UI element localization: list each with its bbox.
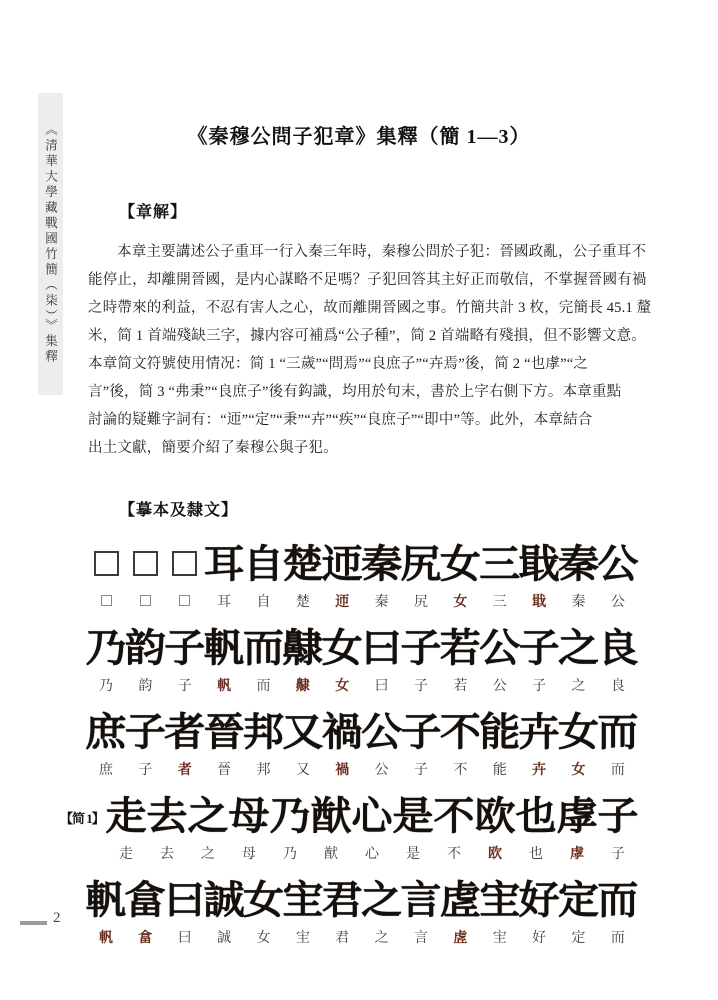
seal-glyph: 子 — [400, 625, 442, 670]
seal-glyph: 能 — [479, 709, 521, 754]
seal-glyph: 之 — [558, 625, 599, 670]
glyph-cell — [187, 792, 229, 863]
missing-glyph-box — [172, 551, 197, 576]
paragraph-line: 本章主要講述公子重耳一行入秦三年時，秦穆公問於子犯：晉國政亂，公子重耳不 — [117, 244, 647, 260]
transcript-char: 韵 — [138, 679, 153, 694]
page-number: 2 — [53, 910, 61, 926]
seal-glyph: 秦 — [361, 541, 403, 586]
transcript-char: 女 — [335, 679, 350, 694]
transcript-char: 軓 — [217, 679, 232, 694]
chapter-summary-paragraph — [88, 238, 652, 462]
transcript-char: 子 — [177, 679, 192, 694]
slip-number-label: 【简 1】 — [60, 811, 104, 826]
transcript-char: 心 — [365, 847, 379, 862]
transcript-char: 而 — [256, 679, 271, 694]
transcript-char: 公 — [610, 595, 625, 610]
glyph-cell — [518, 540, 560, 611]
transcript-char: 乃 — [99, 679, 113, 694]
transcript-char: 畣 — [138, 931, 153, 946]
glyph-cell — [400, 540, 442, 611]
transcript-char: 誠 — [217, 931, 232, 946]
glyph-cell — [597, 876, 639, 947]
glyph-cell — [321, 624, 363, 695]
glyph-cell — [515, 792, 557, 863]
glyph-cell — [243, 876, 284, 947]
seal-glyph: 良 — [597, 625, 639, 670]
transcript-char: 子 — [414, 763, 428, 778]
transcript-char: 戢 — [532, 595, 547, 610]
seal-glyph: 不 — [439, 709, 481, 754]
glyph-cell — [310, 792, 352, 863]
transcript-char: 又 — [295, 763, 310, 778]
seal-glyph: 女 — [321, 625, 363, 670]
glyph-cell — [146, 792, 188, 863]
seal-glyph: 誠 — [203, 877, 245, 922]
glyph-cell — [361, 540, 403, 611]
glyph-cell — [439, 876, 481, 947]
glyph-cell — [479, 876, 521, 947]
glyph-cell — [474, 792, 516, 863]
seal-glyph: 曰 — [164, 877, 206, 922]
glyph-cell — [282, 540, 324, 611]
page-title: 《秦穆公問子犯章》集釋（簡 1—3） — [187, 126, 531, 148]
glyph-cell — [597, 708, 639, 779]
glyph-cell — [479, 708, 521, 779]
glyph-cell — [164, 624, 206, 695]
transcript-char: 迊 — [335, 595, 350, 610]
seal-glyph: 定 — [558, 877, 599, 922]
glyph-cell — [88, 540, 124, 611]
transcript-char: 秦 — [374, 595, 389, 610]
seal-glyph: 母 — [228, 793, 270, 838]
glyph-cell — [597, 792, 639, 863]
paragraph-line: 言”後，简 3 “弗秉”“良庶子”後有鈎識，均用於句末，書於上字右側下方。本章重點 — [88, 384, 622, 400]
book-title-sidebar — [38, 93, 63, 395]
seal-glyph: 子 — [400, 709, 442, 754]
seal-glyph: 心 — [351, 793, 393, 838]
seal-glyph: 子 — [597, 793, 639, 838]
seal-glyph: 去 — [146, 793, 188, 838]
seal-glyph: 軓 — [203, 625, 245, 670]
glyph-cell — [558, 540, 599, 611]
seal-glyph: 猷 — [310, 793, 352, 838]
glyph-cell — [282, 624, 324, 695]
transcript-row — [88, 540, 639, 611]
glyph-cell — [124, 876, 166, 947]
seal-glyph: 又 — [282, 709, 324, 754]
glyph-cell — [164, 708, 206, 779]
transcript-char: 子 — [611, 847, 625, 862]
seal-glyph: 庶 — [85, 709, 127, 754]
seal-glyph: 齂 — [282, 625, 324, 670]
transcript-char: 好 — [532, 931, 547, 946]
transcript-char: 自 — [256, 595, 271, 610]
seal-glyph: 楚 — [282, 541, 324, 586]
glyph-cell — [269, 792, 311, 863]
paragraph-line: 米，简 1 首端殘缺三字，據内容可補爲“公子種”，简 2 首端略有殘損，但不影響文意。 — [88, 328, 646, 344]
transcript-char: 虖 — [570, 847, 584, 862]
transcript-char: 而 — [610, 763, 625, 778]
transcript-char: 而 — [610, 931, 625, 946]
glyph-cell — [400, 876, 442, 947]
glyph-cell — [400, 708, 442, 779]
seal-glyph: 走 — [105, 793, 147, 838]
transcript-char: 乃 — [283, 847, 297, 862]
glyph-cell — [479, 540, 521, 611]
glyph-cell — [203, 624, 245, 695]
glyph-cell — [243, 540, 284, 611]
transcript-char: 良 — [610, 679, 625, 694]
seal-glyph: 女 — [243, 877, 284, 922]
transcript-char: 母 — [242, 847, 256, 862]
seal-glyph: 戢 — [518, 541, 560, 586]
glyph-cell — [361, 708, 403, 779]
seal-glyph: 不 — [433, 793, 475, 838]
seal-glyph: 晉 — [203, 709, 245, 754]
paragraph-line: 能停止，却離開晉國，是内心謀略不足嗎？子犯回答其主好正而敬信，不掌握晉國有禍 — [88, 272, 647, 288]
glyph-cell — [439, 708, 481, 779]
seal-glyph: 迊 — [321, 541, 363, 586]
seal-glyph: 耳 — [203, 541, 245, 586]
seal-glyph: 若 — [439, 625, 481, 670]
glyph-cell — [439, 624, 481, 695]
seal-glyph: 乃 — [85, 625, 127, 670]
glyph-cell — [321, 540, 363, 611]
seal-glyph: 公 — [597, 541, 639, 586]
seal-glyph: 而 — [597, 709, 639, 754]
glyph-cell — [556, 792, 598, 863]
glyph-cell — [321, 876, 363, 947]
transcript-char: 之 — [374, 931, 389, 946]
transcript-char: 君 — [335, 931, 350, 946]
glyph-cell — [85, 624, 127, 695]
missing-char-box — [140, 595, 151, 606]
paragraph-line: 出土文獻，簡要介紹了秦穆公與子犯。 — [88, 440, 338, 456]
glyph-cell — [479, 624, 521, 695]
glyph-cell — [282, 708, 324, 779]
paragraph-line: 之時帶來的利益，不忍有害人之心，故而離開晉國之事。竹簡共計 3 枚，完簡長 45.1 釐 — [88, 300, 652, 316]
transcript-char: 女 — [571, 763, 586, 778]
book-title-vertical-text: 《清華大學藏戰國竹簡（柒）》集釋 — [43, 123, 58, 365]
glyph-cell — [243, 624, 284, 695]
missing-glyph-box — [94, 551, 119, 576]
seal-glyph: 三 — [479, 541, 521, 586]
seal-glyph: 自 — [243, 541, 284, 586]
seal-glyph: 禍 — [321, 709, 363, 754]
glyph-cell — [203, 540, 245, 611]
glyph-cell — [164, 876, 206, 947]
transcript-char: 也 — [529, 847, 543, 862]
glyph-cell — [400, 624, 442, 695]
missing-char-box — [179, 595, 190, 606]
transcript-char: 是 — [406, 847, 420, 862]
transcript-row — [60, 792, 639, 863]
transcript-char: 子 — [414, 679, 428, 694]
transcript-char: 者 — [177, 763, 192, 778]
transcript-char: 之 — [571, 679, 586, 694]
glyph-cell — [167, 540, 203, 611]
transcript-char: 去 — [160, 847, 174, 862]
glyph-cell — [243, 708, 284, 779]
seal-glyph: 子 — [124, 709, 166, 754]
glyph-cell — [127, 540, 163, 611]
glyph-cell — [597, 540, 639, 611]
glyph-cell — [351, 792, 393, 863]
paragraph-line: 討論的疑難字詞有：“迊”“定”“秉”“卉”“疾”“良庶子”“即中”等。此外，本章結合 — [88, 412, 593, 428]
glyph-cell — [558, 876, 599, 947]
transcript-char: 楚 — [295, 595, 310, 610]
transcript-char: 不 — [453, 763, 468, 778]
seal-glyph: 女 — [439, 541, 481, 586]
glyph-cell — [228, 792, 270, 863]
missing-char-box — [101, 595, 112, 606]
glyph-cell — [203, 876, 245, 947]
seal-glyph: 尻 — [400, 541, 442, 586]
facsimile-and-transcript-rows — [60, 540, 639, 960]
seal-glyph: 乃 — [269, 793, 311, 838]
glyph-cell — [85, 876, 127, 947]
transcript-char: 女 — [453, 595, 468, 610]
transcript-char: 曰 — [374, 679, 389, 694]
seal-glyph: 宔 — [282, 877, 324, 922]
seal-glyph: 虗 — [439, 877, 481, 922]
transcript-char: 不 — [447, 847, 461, 862]
transcript-char: 宔 — [492, 931, 507, 946]
transcript-char: 若 — [453, 679, 468, 694]
glyph-cell — [105, 792, 147, 863]
glyph-cell — [518, 708, 560, 779]
transcript-char: 三 — [492, 595, 507, 610]
seal-glyph: 卉 — [518, 709, 560, 754]
glyph-cell — [321, 708, 363, 779]
transcript-char: 公 — [492, 679, 507, 694]
seal-glyph: 女 — [558, 709, 599, 754]
seal-glyph: 曰 — [361, 625, 403, 670]
seal-glyph: 宔 — [479, 877, 521, 922]
paragraph-line: 本章简文符號使用情况：简 1 “三歲”“問焉”“良庶子”“卉焉”後，简 2 “也虖”“之 — [88, 356, 589, 372]
transcript-row — [85, 876, 639, 947]
footer-rule — [20, 921, 47, 925]
transcript-char: 庶 — [99, 763, 113, 778]
seal-glyph: 秦 — [558, 541, 599, 586]
transcript-char: 言 — [414, 931, 428, 946]
transcript-char: 公 — [374, 763, 389, 778]
transcript-char: 子 — [138, 763, 153, 778]
transcript-char: 能 — [492, 763, 507, 778]
seal-glyph: 軓 — [85, 877, 127, 922]
seal-glyph: 欧 — [474, 793, 516, 838]
glyph-cell — [85, 708, 127, 779]
section-heading-moben: 【摹本及隸文】 — [119, 502, 239, 519]
transcript-char: 卉 — [532, 763, 547, 778]
glyph-cell — [361, 624, 403, 695]
transcript-char: 耳 — [217, 595, 232, 610]
seal-glyph: 公 — [361, 709, 403, 754]
transcript-char: 曰 — [177, 931, 192, 946]
seal-glyph: 之 — [361, 877, 403, 922]
glyph-cell — [518, 876, 560, 947]
glyph-cell — [124, 708, 166, 779]
seal-glyph: 公 — [479, 625, 521, 670]
glyph-cell — [433, 792, 475, 863]
seal-glyph: 而 — [597, 877, 639, 922]
transcript-char: 走 — [119, 847, 133, 862]
seal-glyph: 邦 — [243, 709, 284, 754]
seal-glyph: 也 — [515, 793, 557, 838]
transcript-char: 齂 — [295, 679, 310, 694]
glyph-cell — [282, 876, 324, 947]
missing-glyph-box — [133, 551, 158, 576]
glyph-cell — [392, 792, 434, 863]
seal-glyph: 言 — [400, 877, 442, 922]
glyph-cell — [203, 708, 245, 779]
transcript-char: 宔 — [295, 931, 310, 946]
transcript-char: 猷 — [324, 847, 338, 862]
transcript-char: 秦 — [571, 595, 586, 610]
glyph-cell — [124, 624, 166, 695]
transcript-char: 邦 — [256, 763, 271, 778]
transcript-row — [85, 624, 639, 695]
transcript-char: 定 — [571, 931, 586, 946]
transcript-char: 尻 — [414, 595, 428, 610]
seal-glyph: 韵 — [124, 625, 166, 670]
seal-glyph: 子 — [518, 625, 560, 670]
seal-glyph: 是 — [392, 793, 434, 838]
seal-glyph: 子 — [164, 625, 206, 670]
seal-glyph: 而 — [243, 625, 284, 670]
seal-glyph: 君 — [321, 877, 363, 922]
glyph-cell — [558, 624, 599, 695]
seal-glyph: 好 — [518, 877, 560, 922]
seal-glyph: 之 — [187, 793, 229, 838]
transcript-char: 軓 — [99, 931, 113, 946]
section-heading-zhangjie: 【章解】 — [119, 204, 188, 221]
seal-glyph: 畣 — [124, 877, 166, 922]
glyph-cell — [439, 540, 481, 611]
glyph-cell — [597, 624, 639, 695]
seal-glyph: 虖 — [556, 793, 598, 838]
glyph-cell — [361, 876, 403, 947]
seal-glyph: 者 — [164, 709, 206, 754]
transcript-char: 虗 — [453, 931, 468, 946]
glyph-cell — [518, 624, 560, 695]
transcript-char: 女 — [256, 931, 271, 946]
glyph-cell — [558, 708, 599, 779]
transcript-char: 晉 — [217, 763, 232, 778]
transcript-char: 禍 — [335, 763, 350, 778]
transcript-char: 子 — [532, 679, 547, 694]
transcript-char: 之 — [201, 847, 215, 862]
transcript-row — [85, 708, 639, 779]
transcript-char: 欧 — [488, 847, 502, 862]
